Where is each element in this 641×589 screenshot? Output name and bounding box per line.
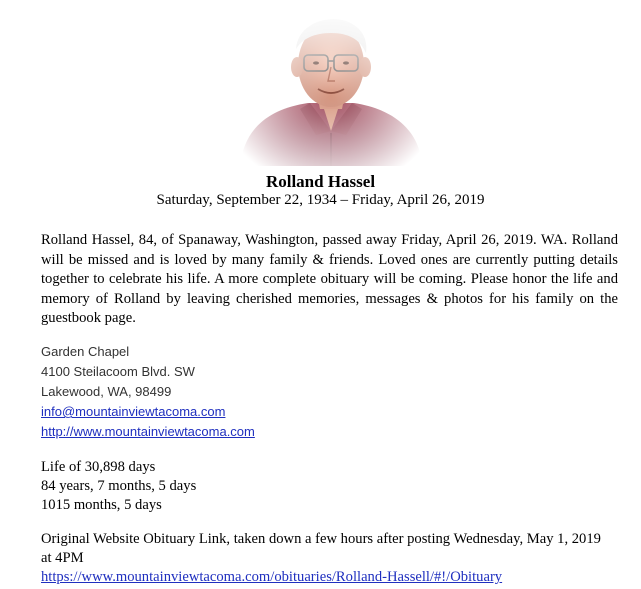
- life-span-summary: [41, 458, 601, 515]
- chapel-name: Garden Chapel: [41, 344, 130, 359]
- street-address: 4100 Steilacoom Blvd. SW: [41, 364, 195, 379]
- obituary-text: Rolland Hassel, 84, of Spanaway, Washington, passed away Friday, April 26, 2019. WA. Rolland will be missed and is loved by many family & friends. Loved ones are currently putting details together to celebrate his life. A more complete obituary will be coming. Please honor the life and memory of Rolland by leaving cherished memories, messages & photos for his family on the guestbook page.: [41, 232, 618, 326]
- deceased-name: Rolland Hassel: [265, 172, 376, 191]
- life-months: 1015 months, 5 days: [41, 497, 162, 513]
- life-dates: Saturday, September 22, 1934 – Friday, April 26, 2019: [156, 192, 485, 208]
- website-link[interactable]: http://www.mountainviewtacoma.com: [41, 424, 255, 439]
- life-years: 84 years, 7 months, 5 days: [41, 478, 197, 494]
- funeral-home-contact: [41, 342, 601, 442]
- portrait-photo: [238, 9, 424, 166]
- email-link[interactable]: info@mountainviewtacoma.com: [41, 404, 226, 419]
- original-link-note: Original Website Obituary Link, taken down a few hours after posting Wednesday, May 1, 2019 at 4PM: [41, 531, 601, 566]
- original-obituary-link[interactable]: https://www.mountainviewtacoma.com/obituaries/Rolland-Hassell/#!/Obituary: [41, 569, 503, 585]
- life-days: Life of 30,898 days: [41, 459, 156, 475]
- city-state-zip: Lakewood, WA, 98499: [41, 384, 172, 399]
- original-link-section: [41, 530, 613, 587]
